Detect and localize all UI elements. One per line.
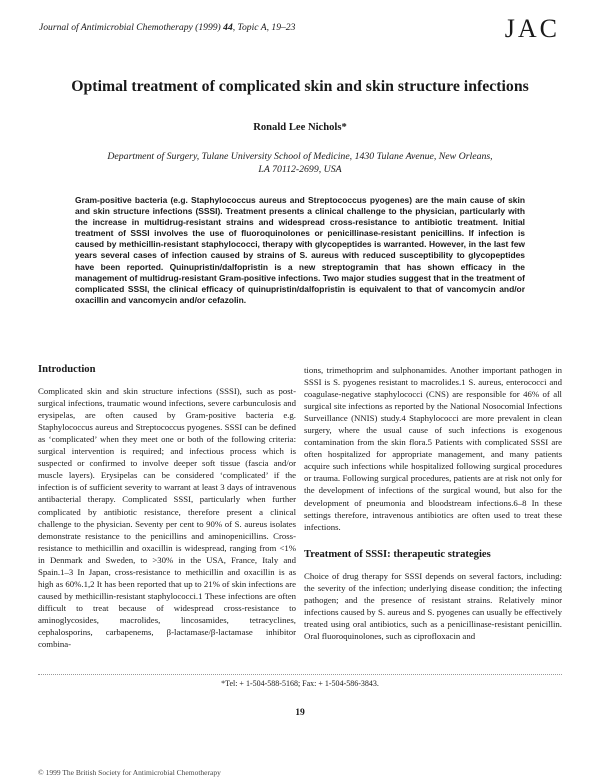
- abstract: Gram-positive bacteria (e.g. Staphylococcus aureus and Streptococcus pyogenes) are the main cause of skin and skin structure infections (SSSI). Treatment presents a clinical challenge to the physician, particularly with the increase in multidrug-resistant strains and widespread cross-resistance to antibiotic treatment. Initial treatment of SSSI involves the use of fluoroquinolones or penicillinase-resistant penicillins. If infection is caused by methicillin-resistant staphylococci, therapy with glycopeptides is warranted. However, in the last few years several cases of infection caused by strains of S. aureus with reduced susceptibility to glycopeptides have been reported. Quinupristin/dalfopristin is a new streptogramin that has shown efficacy in the management of multidrug-resistant Gram-positive infections. Two major studies suggest that in the treatment of complicated SSSI, the clinical efficacy of quinupristin/dalfopristin is equivalent to that of vancomycin and/or oxacillin and vancomycin and/or cefazolin.: [75, 195, 525, 305]
- journal-logo: JAC: [504, 14, 560, 43]
- article-title: Optimal treatment of complicated skin and skin structure infections: [71, 78, 529, 95]
- affiliation-line-2: LA 70112-2699, USA: [258, 164, 342, 175]
- journal-name: Journal of Antimicrobial Chemotherapy: [39, 22, 193, 33]
- author-affiliation: [40, 150, 560, 176]
- left-column: [38, 364, 296, 650]
- journal-topic: , Topic A: [232, 22, 267, 33]
- author-contact-footnote: *Tel: + 1-504-588-5168; Fax: + 1-504-586-3843.: [221, 679, 379, 688]
- right-column: [304, 364, 562, 642]
- copyright-notice: © 1999 The British Society for Antimicrobial Chemotherapy: [38, 768, 221, 777]
- journal-year: (1999): [192, 22, 224, 33]
- author-name: Ronald Lee Nichols*: [253, 122, 347, 133]
- introduction-heading: Introduction: [38, 364, 96, 375]
- footnote-divider: [38, 674, 562, 675]
- introduction-paragraph: Complicated skin and skin structure infections (SSSI), such as post-surgical infections, traumatic wound infections, severe carbunculosis and erysipelas, are often caused by Gram-positive bacteria e.g. Staphylococcus aureus and Streptococcus pyogenes. SSSI can be defined as ‘complicated’ when they meet one or both of the following criteria: surgical intervention is required; and infectious process which is suspected or confirmed to involve deeper soft tissue (fascia and/or muscle layers). Erysipelas can be considered ‘complicated’ if the infection is of sufficient severity to warrant at least 3 days of intravenous antibacterial therapy. Complicated SSSI, particularly when further complicated by antibiotic resistance, therefore present a clinical challenge to the physician. Seventy per cent to 90% of S. aureus isolates demonstrate resistance to the penicillins and aminopenicillins. Cross-resistance to methicillin and oxacillin is widespread, ranging from <1% in Denmark and Sweden, to >30% in the USA, France, Italy and Spain.1–3 In Japan, cross-resistance to methicillin and oxacillin is as high as 60%.1,2 It has been reported that up to 21% of skin infections are caused by methicillin-resistant staphylococci.1 These infections are often difficult to treat because of widespread cross-resistance to aminoglycosides, macrolides, lincosamides, tetracyclines, cephalosporins, carbapenems, β-lactamase/β-lactamase inhibitor combina-: [38, 386, 296, 650]
- journal-pages: , 19–23: [266, 22, 296, 33]
- journal-volume: 44: [223, 22, 233, 33]
- strategies-heading: Treatment of SSSI: therapeutic strategies: [304, 548, 491, 560]
- page-number: 19: [295, 707, 305, 718]
- affiliation-line-1: Department of Surgery, Tulane University School of Medicine, 1430 Tulane Avenue, New Orleans,: [107, 151, 493, 162]
- right-column-paragraph-2: Choice of drug therapy for SSSI depends on several factors, including: the severity of the infection; underlying disease condition; the infecting pathogen; and the presence of resistant strains. Relatively minor infections caused by S. aureus and S. pyogenes can usually be effectively treated using oral antibiotics, such as a penicillinase-resistant penicillin. Oral fluoroquinolones, such as ciprofloxacin and: [304, 570, 562, 641]
- right-column-paragraph-1: tions, trimethoprim and sulphonamides. Another important pathogen in SSSI is S. pyogenes resistant to macrolides.1 S. aureus, enterococci and coagulase-negative staphylococci (CNS) are responsible for 46% of all surgical site infections as reported by the National Nosocomial Infections Surveillance (NNIS) study.4 Staphylococci are more prevalent in clean surgery, where the usual cause of such infections is exogenous contamination from the skin flora.5 Patients with complicated SSSI are often hospitalized for appropriate management, and many patients acquire such infections while hospitalized following surgical procedures or trauma. Following surgical procedures, patients are at risk not only for the development of infections of the surgical wound, but also for the development of pneumonia and bloodstream infections.6–8 In these settings therefore, intravenous antibiotics are often used to treat these infections.: [304, 365, 562, 532]
- journal-citation: [39, 22, 295, 33]
